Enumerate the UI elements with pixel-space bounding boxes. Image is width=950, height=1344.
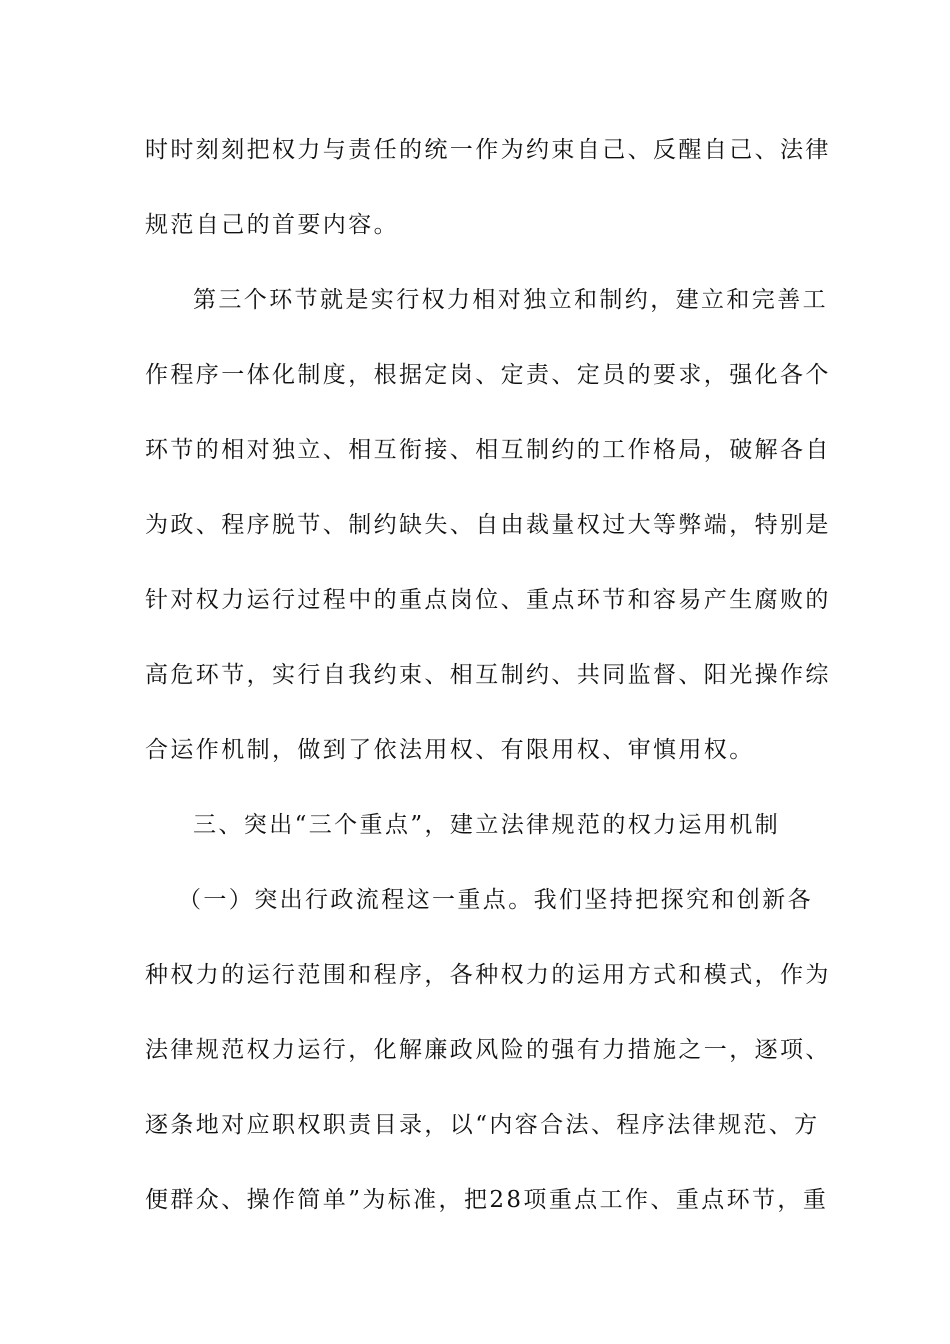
text-line-8: 高危环节，实行自我约束、相互制约、共同监督、阳光操作综 xyxy=(145,662,831,688)
text-line-9: 合运作机制，做到了依法用权、有限用权、审慎用权。 xyxy=(145,737,755,763)
text-line-7: 针对权力运行过程中的重点岗位、重点环节和容易产生腐败的 xyxy=(145,587,831,613)
subsection-start-line: （一）突出行政流程这一重点。我们坚持把探究和创新各 xyxy=(178,887,813,913)
text-line-1: 时时刻刻把权力与责任的统一作为约束自己、反醒自己、法律 xyxy=(145,137,831,163)
text-line-12: 种权力的运行范围和程序，各种权力的运用方式和模式，作为 xyxy=(145,962,831,988)
text-line-15: 便群众、操作简单”为标准，把28项重点工作、重点环节，重 xyxy=(145,1187,829,1213)
paragraph-start-line: 第三个环节就是实行权力相对独立和制约，建立和完善工 xyxy=(193,287,828,313)
text-line-14: 逐条地对应职权职责目录，以“内容合法、程序法律规范、方 xyxy=(145,1112,820,1138)
text-line-2: 规范自己的首要内容。 xyxy=(145,212,399,238)
text-line-13: 法律规范权力运行，化解廉政风险的强有力措施之一，逐项、 xyxy=(145,1037,831,1063)
section-heading: 三、突出“三个重点”，建立法律规范的权力运用机制 xyxy=(193,812,781,838)
text-line-4: 作程序一体化制度，根据定岗、定责、定员的要求，强化各个 xyxy=(145,362,831,388)
text-line-6: 为政、程序脱节、制约缺失、自由裁量权过大等弊端，特别是 xyxy=(145,512,831,538)
text-line-5: 环节的相对独立、相互衔接、相互制约的工作格局，破解各自 xyxy=(145,437,831,463)
